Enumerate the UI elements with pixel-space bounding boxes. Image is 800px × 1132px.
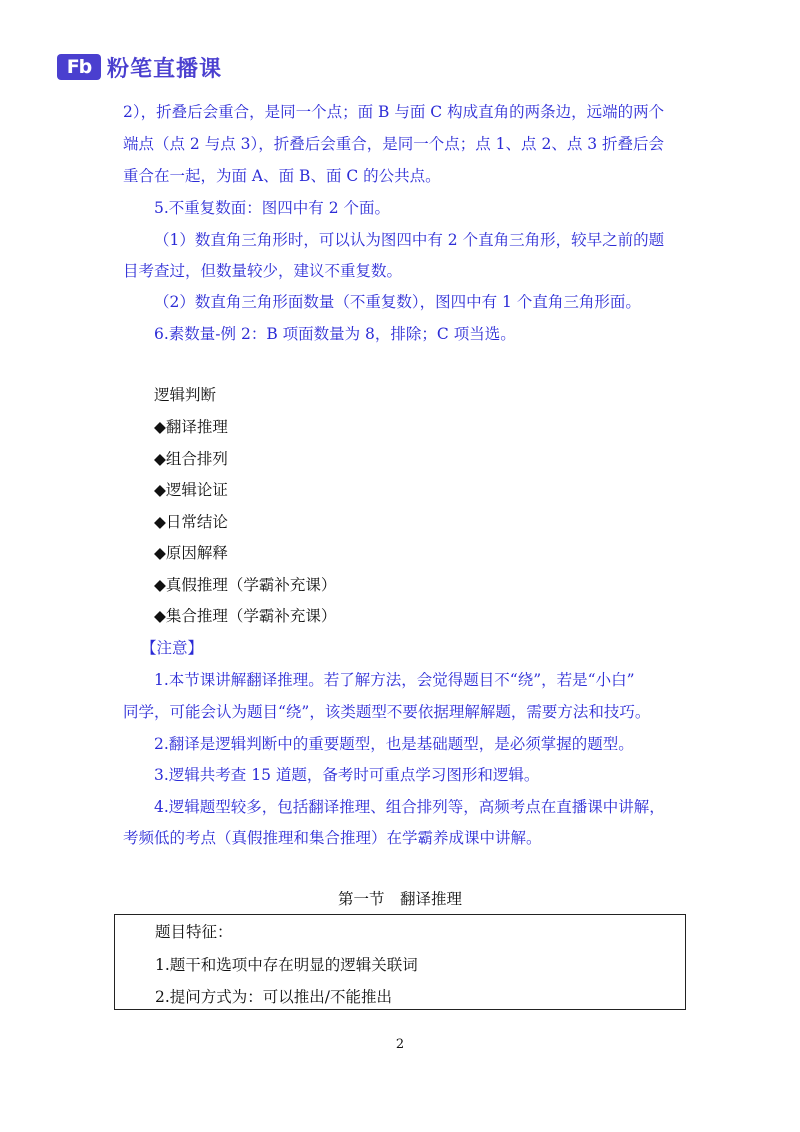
body-line: 6.素数量-例 2：B 项面数量为 8，排除；C 项当选。	[154, 325, 516, 343]
list-item: ◆翻译推理	[154, 418, 228, 436]
brand-logo	[57, 52, 222, 82]
box-line: 2.提问方式为：可以推出/不能推出	[155, 988, 393, 1006]
box-heading: 题目特征：	[155, 923, 233, 941]
box-line: 1.题干和选项中存在明显的逻辑关联词	[155, 956, 418, 974]
note-line: 1.本节课讲解翻译推理。若了解方法，会觉得题目不“绕”，若是“小白”	[154, 671, 635, 689]
section-title: 第一节 翻译推理	[337, 890, 462, 908]
note-line: 4.逻辑题型较多，包括翻译推理、组合排列等，高频考点在直播课中讲解，	[154, 798, 665, 816]
list-item: ◆真假推理（学霸补充课）	[154, 576, 337, 594]
body-line: 5.不重复数面：图四中有 2 个面。	[154, 199, 391, 217]
feature-box	[114, 914, 686, 1010]
list-item: ◆逻辑论证	[154, 481, 228, 499]
body-line: 2），折叠后会重合，是同一个点；面 B 与面 C 构成直角的两条边，远端的两个	[123, 103, 665, 121]
body-line: （2）数直角三角形面数量（不重复数），图四中有 1 个直角三角形面。	[154, 293, 641, 311]
note-line: 2.翻译是逻辑判断中的重要题型，也是基础题型，是必须掌握的题型。	[154, 735, 634, 753]
body-line: 重合在一起，为面 A、面 B、面 C 的公共点。	[123, 167, 441, 185]
list-item: ◆日常结论	[154, 513, 228, 531]
note-heading: 【注意】	[141, 639, 204, 657]
note-line: 同学，可能会认为题目“绕”，该类题型不要依据理解解题，需要方法和技巧。	[123, 703, 651, 721]
logo-mark: Fb	[57, 54, 101, 80]
body-line: （1）数直角三角形时，可以认为图四中有 2 个直角三角形，较早之前的题	[154, 231, 665, 249]
list-item: ◆组合排列	[154, 450, 228, 468]
page-number: 2	[395, 1037, 405, 1052]
body-line: 端点（点 2 与点 3），折叠后会重合，是同一个点；点 1、点 2、点 3 折叠后会	[123, 135, 665, 153]
body-line: 目考查过，但数量较少，建议不重复数。	[123, 262, 403, 280]
note-line: 考频低的考点（真假推理和集合推理）在学霸养成课中讲解。	[123, 829, 542, 847]
note-line: 3.逻辑共考查 15 道题，备考时可重点学习图形和逻辑。	[154, 766, 540, 784]
section-heading: 逻辑判断	[154, 386, 217, 404]
list-item: ◆原因解释	[154, 544, 228, 562]
logo-name: 粉笔直播课	[107, 56, 223, 82]
list-item: ◆集合推理（学霸补充课）	[154, 607, 337, 625]
